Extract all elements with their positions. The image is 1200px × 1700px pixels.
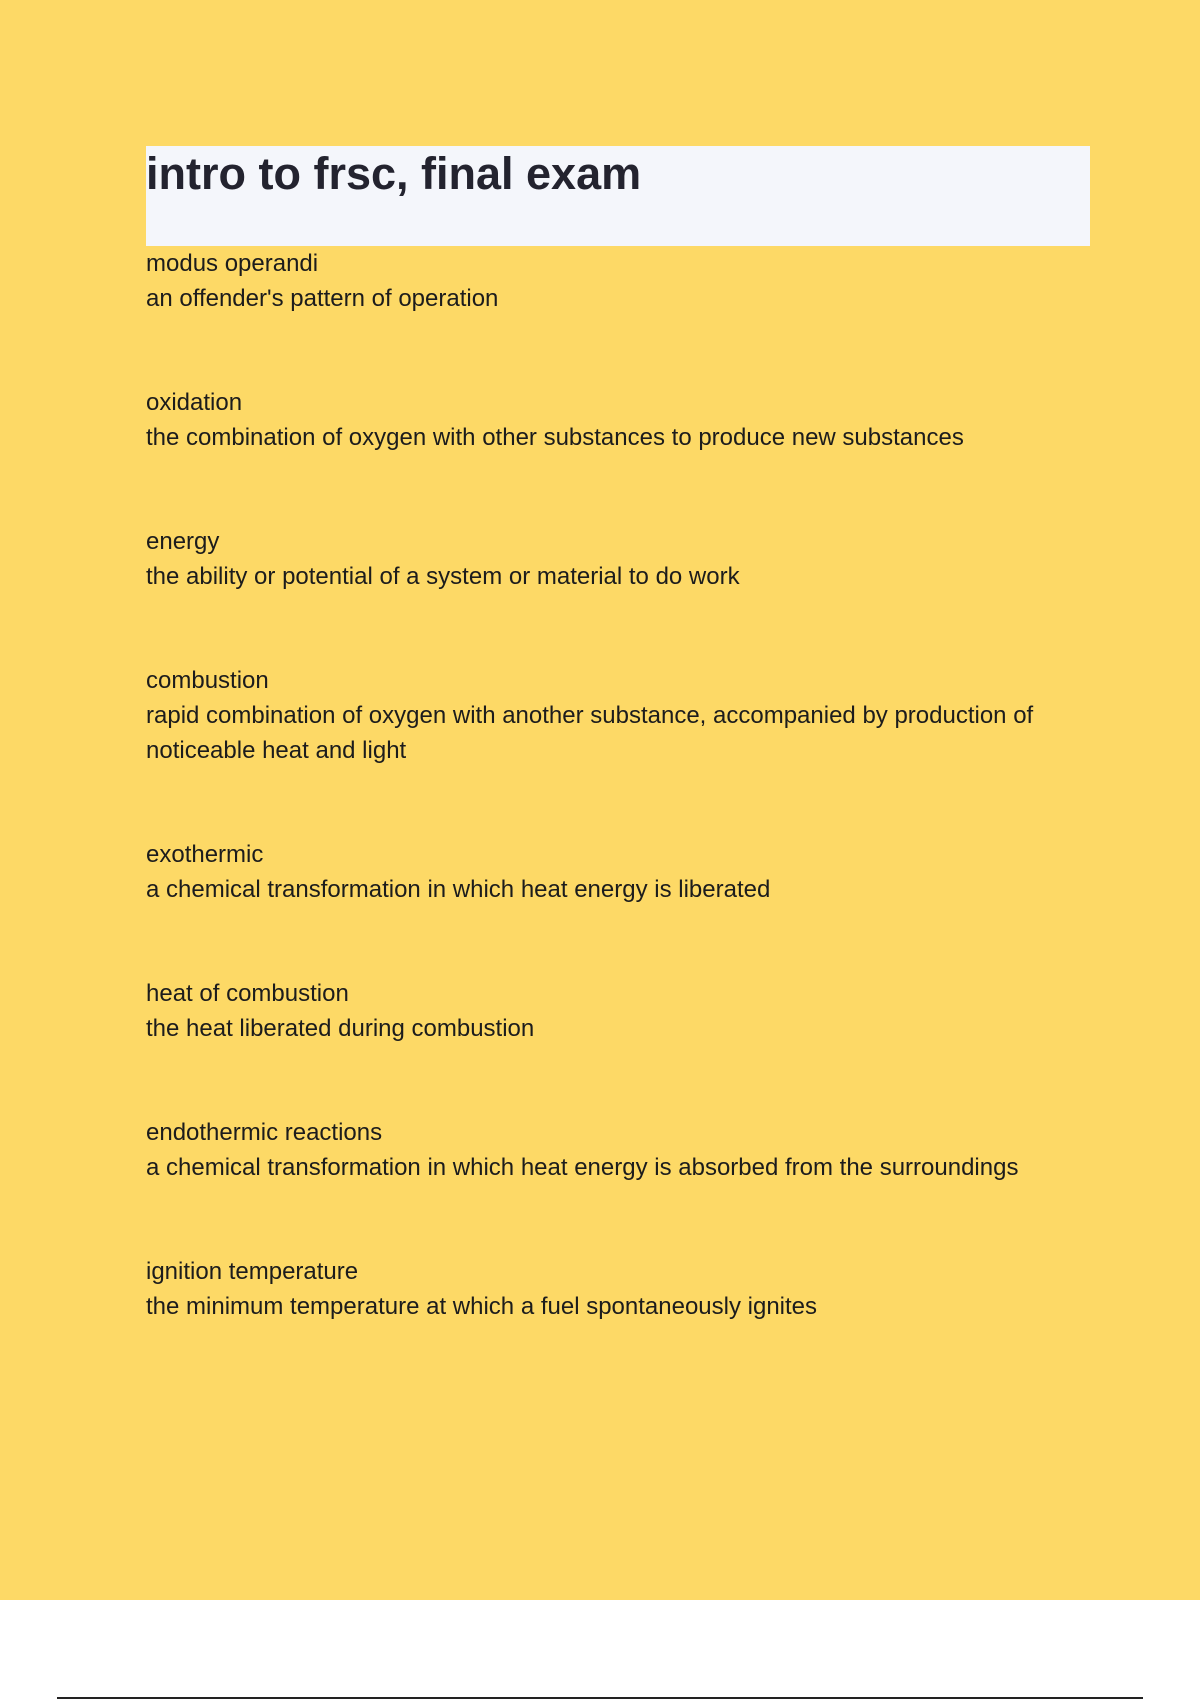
term-definition: rapid combination of oxygen with another substance, accompanied by production of noticeable heat and light xyxy=(146,702,1034,764)
term-name: heat of combustion xyxy=(146,980,349,1007)
term-definition: the ability or potential of a system or material to do work xyxy=(146,563,740,590)
list-item xyxy=(146,246,1090,316)
term-name: combustion xyxy=(146,667,269,694)
term-definition: an offender's pattern of operation xyxy=(146,285,499,312)
term-definition: a chemical transformation in which heat energy is absorbed from the surroundings xyxy=(146,1154,1019,1181)
term-name: exothermic xyxy=(146,841,264,868)
term-list xyxy=(146,246,1090,1393)
list-item xyxy=(146,1254,1090,1324)
term-definition: a chemical transformation in which heat energy is liberated xyxy=(146,876,771,903)
list-item xyxy=(146,385,1090,455)
title-banner xyxy=(146,146,1090,246)
page-title: intro to frsc, final exam xyxy=(146,148,642,199)
footer-divider xyxy=(57,1697,1143,1699)
term-name: ignition temperature xyxy=(146,1258,359,1285)
term-definition: the minimum temperature at which a fuel spontaneously ignites xyxy=(146,1293,818,1320)
term-name: endothermic reactions xyxy=(146,1119,383,1146)
term-name: oxidation xyxy=(146,389,243,416)
term-definition: the heat liberated during combustion xyxy=(146,1015,535,1042)
list-item xyxy=(146,1115,1090,1185)
list-item xyxy=(146,976,1090,1046)
term-definition: the combination of oxygen with other substances to produce new substances xyxy=(146,424,964,451)
list-item xyxy=(146,837,1090,907)
list-item xyxy=(146,524,1090,594)
term-name: modus operandi xyxy=(146,250,319,277)
list-item xyxy=(146,663,1090,768)
term-name: energy xyxy=(146,528,220,555)
